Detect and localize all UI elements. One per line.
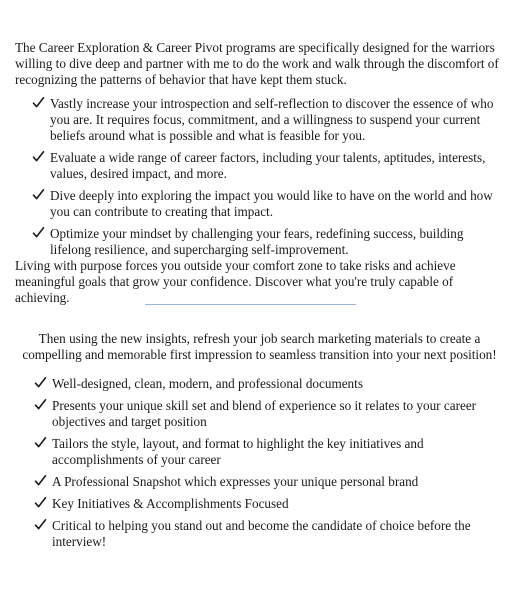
list-item-text: Evaluate a wide range of career factors, including your talents, aptitudes, interests, values, desired impact, and more. [50,150,486,181]
list-item-text: Well-designed, clean, modern, and professional documents [52,376,363,391]
checkmark-icon [32,150,45,163]
checkmark-icon [34,518,47,531]
list-item [34,496,504,512]
purpose-paragraph: Living with purpose forces you outside your comfort zone to take risks and achieve meaningful goals that grow your confidence. Discover what you're truly capable of achieving. [15,258,456,305]
list-item [34,398,504,430]
checkmark-icon [34,436,47,449]
checkmark-icon [32,96,45,109]
checkmark-icon [34,376,47,389]
checkmark-icon [34,474,47,487]
list-item-text: Critical to helping you stand out and become the candidate of choice before the interview! [52,518,471,549]
checkmark-icon [32,188,45,201]
list-item [32,150,507,182]
intro-paragraph: The Career Exploration & Career Pivot programs are specifically designed for the warriors willing to dive deep and partner with me to do the work and walk through the discomfort of recognizing the patterns of behavior that have kept them stuck. [15,40,499,87]
list-item-text: Optimize your mindset by challenging your fears, redefining success, building lifelong resilience, and supercharging self-improvement. [50,226,464,257]
list-item-text: A Professional Snapshot which expresses your unique personal brand [52,474,419,489]
list-item-text: Dive deeply into exploring the impact you would like to have on the world and how you can contribute to creating that impact. [50,188,493,219]
list-item [32,96,507,144]
list-item [34,436,504,468]
list-item [32,226,507,258]
checkmark-icon [32,226,45,239]
checkmark-icon [34,496,47,509]
job-search-paragraph: Then using the new insights, refresh your job search marketing materials to create a compelling and memorable first impression to seamless transition into your next position! [22,331,497,362]
list-item-text: Presents your unique skill set and blend of experience so it relates to your career objectives and target position [52,398,477,429]
exploration-benefits-list [32,96,507,264]
section-divider [145,304,356,305]
list-item-text: Vastly increase your introspection and self-reflection to discover the essence of who you are. It requires focus, commitment, and a willingness to suspend your current beliefs around what is possible and what is feasible for you. [50,96,494,143]
list-item-text: Tailors the style, layout, and format to highlight the key initiatives and accomplishments of your career [52,436,424,467]
list-item-text: Key Initiatives & Accomplishments Focused [52,496,289,511]
marketing-materials-list [34,376,504,556]
list-item [32,188,507,220]
list-item [34,376,504,392]
list-item [34,518,504,550]
checkmark-icon [34,398,47,411]
list-item [34,474,504,490]
